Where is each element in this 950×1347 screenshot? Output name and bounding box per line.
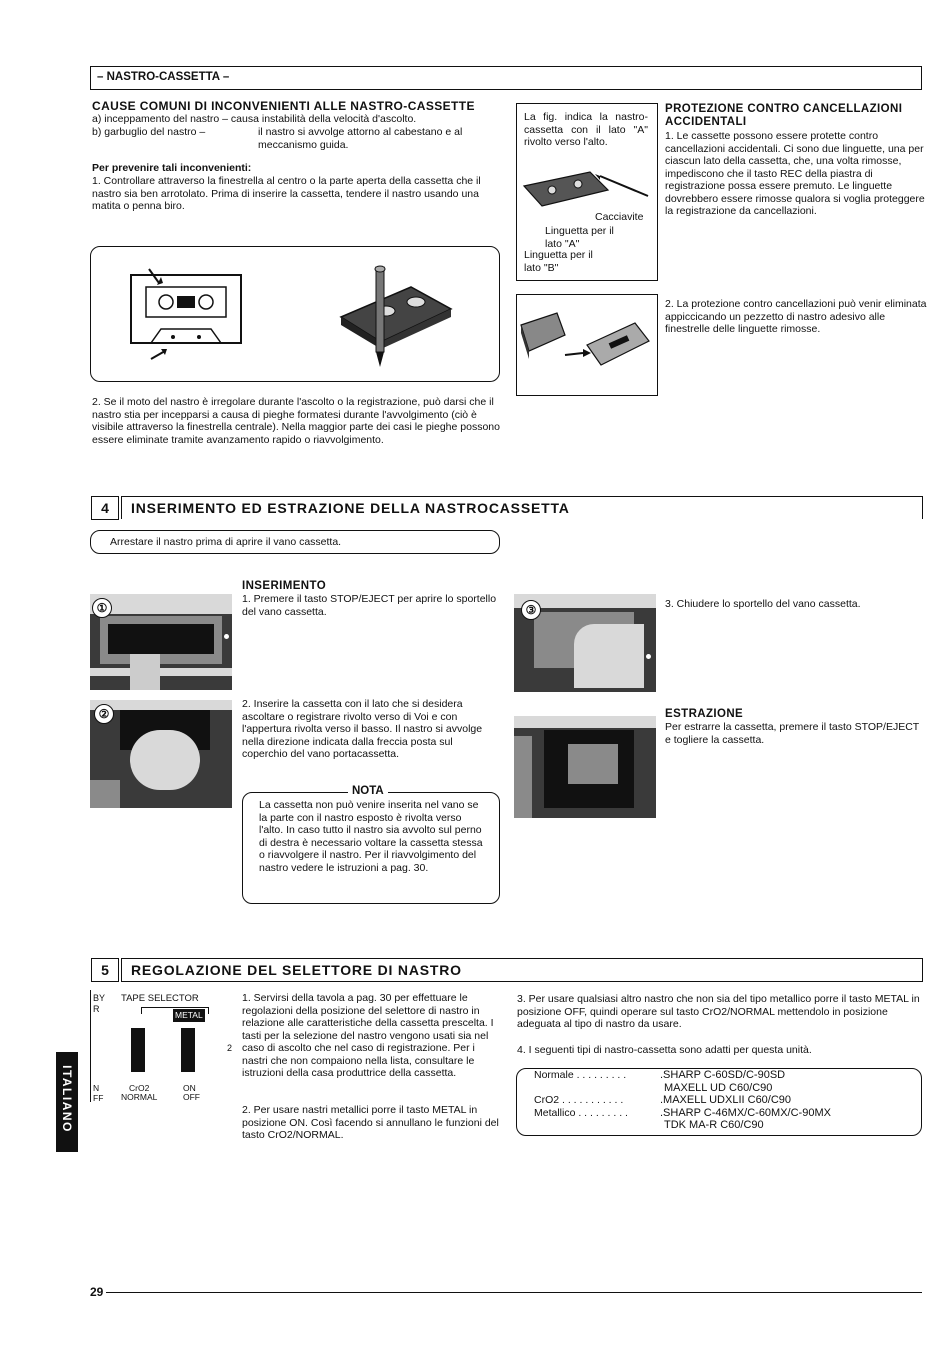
normal-cro2-button[interactable] [131,1028,145,1072]
protection-paragraph-1: 1. Le cassette possono essere protette contro cancellazioni accidentali. Ci sono due linguette, una per ciascun lato della cassetta, che, una volta rimosse, impediscono che il tasto REC della piastra di registrazione possa essere premuto. Le linguette dovrebbero essere rimosse qualora si voglia proteggere la registrazione da cancellazioni. [665,130,925,217]
tape-row-2 [534,1082,914,1095]
cause-item-b-label: b) garbuglio del nastro – [92,126,206,138]
language-side-tab-label: ITALIANO [60,1065,74,1133]
prevent-step-2: 2. Se il moto del nastro è irregolare durante l'ascolto o la registrazione, può darsi che il nastro stia per incepparsi a causa di pieghe formatesi durante l'avvolgimento (ciò è visibile attraverso la finestrella centrale). Nella maggior parte dei casi le pieghe possono essere eliminate tramite avanzamento rapido o riavvolgimento. [92,396,500,446]
selector-normal: NORMAL [121,1092,158,1102]
label-tab-a: Linguetta per il lato "A" [545,225,614,250]
tape-brand: .SHARP C-46MX/C-60MX/C-90MX [660,1106,831,1119]
prevent-heading: Per prevenire tali inconvenienti: [92,162,252,174]
tape-type: Metallico . . . . . . . . . [534,1106,628,1119]
section-5-number: 5 [91,958,119,982]
photo-2-label: ② [94,704,114,724]
tape-brand: MAXELL UD C60/C90 [664,1081,773,1094]
cause-item-b-text: il nastro si avvolge attorno al cabestano e al meccanismo guida. [258,126,463,151]
cassette-illustration [91,247,499,381]
cause-item-a: a) inceppamento del nastro – causa instabilità della velocità d'ascolto. [92,113,417,125]
insert-heading: INSERIMENTO [242,580,327,592]
cassette-illustration-box [90,246,500,382]
section-header-title: – NASTRO-CASSETTA – [97,71,230,83]
tape-brand: TDK MA-R C60/C90 [664,1119,764,1131]
tape-row-1 [534,1069,914,1082]
prevent-step-1: 1. Controllare attraverso la finestrella al centro o la parte aperta della cassetta che il nastro sia ben arrotolato. Prima di inserire la cassetta, tendere il nastro usando una matita o penna biro. [92,175,481,212]
selector-on: ON [183,1083,196,1093]
selector-metal-label: METAL [175,1010,203,1020]
selector-cro2: CrO2 [129,1083,150,1093]
tape-row-4 [534,1107,914,1120]
selector-label-ff: FF [93,1093,104,1103]
tape-cover-illustration [517,295,657,395]
tab-figure-caption: La fig. indica la nastro-cassetta con il lato "A" rivolto verso l'alto. [524,111,648,148]
insert-step-3: 3. Chiudere lo sportello del vano cassetta. [665,598,861,610]
label-screwdriver: Cacciavite [595,211,644,223]
selector-paragraph-4: 4. I seguenti tipi di nastro-cassetta sono adatti per questa unità. [517,1044,812,1056]
tape-type: Normale . . . . . . . . . [534,1069,627,1081]
photo-3-label: ③ [521,600,541,620]
insert-step-2: 2. Inserire la cassetta con il lato che si desidera ascoltare o registrare rivolto verso di Voi e con l'appertura rivolta verso il basso. Il nastro si avvolge nella direzione indicata dalla freccia posta sul coperchio del vano portacassetta. [242,698,483,760]
selector-label-n: N [93,1083,100,1093]
tape-cover-figure-box [516,294,658,396]
footer-rule [106,1292,922,1293]
protection-paragraph-2: 2. La protezione contro cancellazioni può venir eliminata appiccicando un pezzetto di nastro adesivo alle finestrelle delle linguette rimosse. [665,298,927,335]
nota-title: NOTA [348,785,388,797]
nota-text: La cassetta non può venire inserita nel vano se la parte con il nastro esposto è rivolta verso l'alto. In caso tutto il nastro sia avvolto sul perno di destra è necessario voltare la cassetta stessa o riavvolgere il nastro. Per il riavvolgimento del nastro vedere le istruzioni a pag. 30. [259,799,483,874]
extract-text: Per estrarre la cassetta, premere il tasto STOP/EJECT e togliere la cassetta. [665,721,920,746]
section-5-title: REGOLAZIONE DEL SELETTORE DI NASTRO [131,962,462,978]
selector-label-by: BY [93,993,106,1003]
section-4-title: INSERIMENTO ED ESTRAZIONE DELLA NASTROCASSETTA [131,500,570,516]
selector-paragraph-2: 2. Per usare nastri metallici porre il tasto METAL in posizione ON. Così facendo si annullano le funzioni del tasto CrO2/NORMAL. [242,1104,499,1141]
selector-paragraph-1: 1. Servirsi della tavola a pag. 30 per effettuare le regolazioni della posizione del selettore di nastro in relazione alle caratteristiche della cassetta prescelta. I tasti per la selezione del nastro vengono usati sia nel caso di ascolto che nel caso di registrazione. Per i nastri che non compaiono nella lista, consultare le istruzioni della casa produttrice della cassetta. [242,992,494,1079]
selector-off: OFF [183,1092,200,1102]
tape-brand: .SHARP C-60SD/C-90SD [660,1069,786,1081]
protection-heading: PROTEZIONE CONTRO CANCELLAZIONI ACCIDENTALI [665,103,903,128]
tape-list [534,1069,914,1132]
selector-num-2: 2 [227,1043,233,1053]
selector-label-r: R [93,1004,100,1014]
page-number: 29 [90,1285,104,1299]
tape-type: CrO2 . . . . . . . . . . . [534,1094,624,1106]
tape-row-5 [534,1119,914,1132]
language-side-tab [56,1052,78,1152]
selector-paragraph-3: 3. Per usare qualsiasi altro nastro che non sia del tipo metallico porre il tasto METAL in posizione OFF, quindi operare sul tasto CrO2/NORMAL mettendolo in posizione adeguata al tipo di nastro da usare. [517,993,920,1030]
photo-extraction [514,716,656,818]
extract-heading: ESTRAZIONE [665,708,744,720]
photo-1-label: ① [92,598,112,618]
cause-heading: CAUSE COMUNI DI INCONVENIENTI ALLE NASTRO-CASSETTE [92,99,475,113]
section-4-number: 4 [91,496,119,520]
insert-step-1: 1. Premere il tasto STOP/EJECT per aprire lo sportello del vano cassetta. [242,593,497,618]
metal-button[interactable] [181,1028,195,1072]
tape-brand: .MAXELL UDXLII C60/C90 [660,1094,792,1106]
tape-row-3 [534,1094,914,1107]
selector-title: TAPE SELECTOR [121,993,199,1004]
tape-selector-diagram [90,990,233,1102]
label-tab-b: Linguetta per il lato "B" [524,249,593,274]
stop-tape-note: Arrestare il nastro prima di aprire il vano cassetta. [110,536,342,548]
